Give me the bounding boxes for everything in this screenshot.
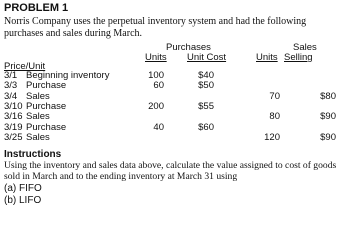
row-sales-units: 120	[264, 132, 280, 143]
sales-units-header	[256, 52, 278, 63]
row-purchase-cost: $55	[198, 101, 214, 112]
selling-header	[284, 52, 313, 63]
selling-label: Selling	[284, 52, 313, 63]
row-desc: Purchase	[26, 80, 67, 91]
row-desc: Purchase	[26, 122, 67, 133]
row-purchase-cost: $50	[198, 80, 214, 91]
row-desc: Sales	[26, 111, 50, 122]
row-purchase-units: 100	[148, 70, 164, 81]
purchases-header: Purchases	[166, 42, 211, 53]
row-purchase-cost: $40	[198, 70, 214, 81]
problem-title: PROBLEM 1	[4, 2, 69, 14]
sales-units-label: Units	[256, 52, 278, 63]
row-date: 3/3	[4, 80, 18, 91]
purchases-units-label: Units	[145, 52, 167, 63]
row-purchase-units: 40	[153, 122, 164, 133]
instructions-text: Using the inventory and sales data above, calculate the value assigned to cost of goods sold in March and to the ending inventory at March 31 using	[4, 160, 337, 182]
option-lifo: (b) LIFO	[4, 195, 42, 206]
row-date: 3/16	[4, 111, 23, 122]
row-date: 3/25	[4, 132, 23, 143]
sales-header: Sales	[293, 42, 317, 53]
row-desc: Sales	[26, 91, 50, 102]
row-sales-units: 80	[269, 111, 280, 122]
row-purchase-units: 200	[148, 101, 164, 112]
row-purchase-cost: $60	[198, 122, 214, 133]
row-sales-price: $90	[320, 111, 336, 122]
row-desc: Purchase	[26, 101, 67, 112]
price-unit-label: Price/Unit	[4, 61, 46, 72]
row-date: 3/1	[4, 70, 18, 81]
problem-intro: Norris Company uses the perpetual inventory system and had the following purchases and sales during March.	[4, 16, 307, 39]
row-purchase-units: 60	[153, 80, 164, 91]
unit-cost-label: Unit Cost	[187, 52, 227, 63]
row-desc: Beginning inventory	[26, 70, 110, 81]
option-fifo: (a) FIFO	[4, 183, 42, 194]
row-date: 3/19	[4, 122, 23, 133]
row-sales-price: $90	[320, 132, 336, 143]
row-date: 3/10	[4, 101, 23, 112]
purchases-units-header	[145, 52, 167, 63]
row-sales-units: 70	[269, 91, 280, 102]
row-date: 3/4	[4, 91, 18, 102]
row-sales-price: $80	[320, 91, 336, 102]
row-desc: Sales	[26, 132, 50, 143]
unit-cost-header	[187, 52, 226, 63]
instructions-heading: Instructions	[4, 149, 62, 160]
